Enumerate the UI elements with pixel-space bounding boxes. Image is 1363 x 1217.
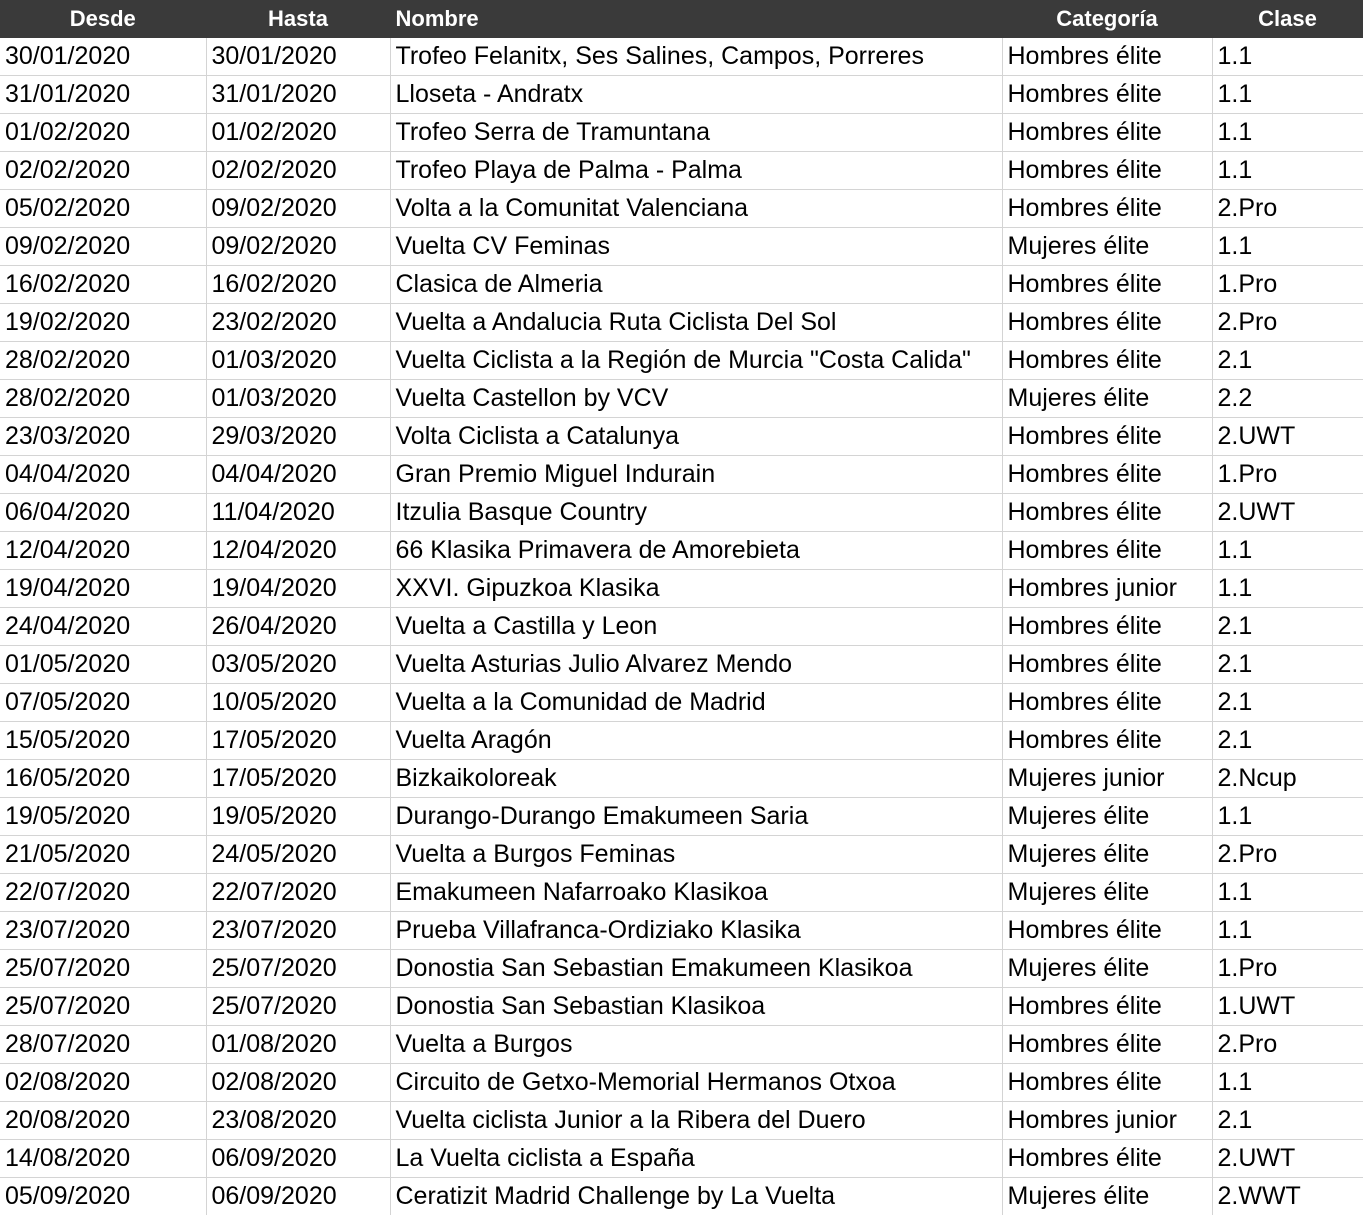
cell-categoria[interactable]: Hombres élite xyxy=(1002,304,1212,342)
table-row xyxy=(0,228,1363,266)
table-row xyxy=(0,684,1363,722)
cell-nombre[interactable]: Vuelta a Castilla y Leon xyxy=(390,608,1002,646)
cell-nombre[interactable]: La Vuelta ciclista a España xyxy=(390,1140,1002,1178)
cell-desde[interactable]: 28/02/2020 xyxy=(0,380,206,418)
cell-clase[interactable]: 1.1 xyxy=(1212,798,1363,836)
table-row xyxy=(0,304,1363,342)
cell-clase[interactable]: 2.WWT xyxy=(1212,1178,1363,1216)
cell-clase[interactable]: 1.1 xyxy=(1212,570,1363,608)
cell-nombre[interactable]: Donostia San Sebastian Klasikoa xyxy=(390,988,1002,1026)
cell-categoria[interactable]: Mujeres élite xyxy=(1002,1178,1212,1216)
cell-categoria[interactable]: Hombres élite xyxy=(1002,418,1212,456)
cell-nombre[interactable]: Vuelta Asturias Julio Alvarez Mendo xyxy=(390,646,1002,684)
table-row xyxy=(0,798,1363,836)
cell-desde[interactable]: 16/05/2020 xyxy=(0,760,206,798)
cell-nombre[interactable]: Vuelta a Burgos Feminas xyxy=(390,836,1002,874)
cell-clase[interactable]: 2.Pro xyxy=(1212,304,1363,342)
cell-hasta[interactable]: 19/05/2020 xyxy=(206,798,390,836)
cell-desde[interactable]: 02/08/2020 xyxy=(0,1064,206,1102)
cell-clase[interactable]: 2.1 xyxy=(1212,1102,1363,1140)
cell-hasta[interactable]: 10/05/2020 xyxy=(206,684,390,722)
table-row xyxy=(0,418,1363,456)
cell-desde[interactable]: 21/05/2020 xyxy=(0,836,206,874)
cell-nombre[interactable]: Circuito de Getxo-Memorial Hermanos Otxoa xyxy=(390,1064,1002,1102)
cell-categoria[interactable]: Hombres élite xyxy=(1002,912,1212,950)
cell-categoria[interactable]: Hombres junior xyxy=(1002,1102,1212,1140)
cell-categoria[interactable]: Hombres élite xyxy=(1002,646,1212,684)
table-row xyxy=(0,1102,1363,1140)
cell-categoria[interactable]: Hombres élite xyxy=(1002,1140,1212,1178)
cell-categoria[interactable]: Hombres élite xyxy=(1002,532,1212,570)
cell-clase[interactable]: 2.2 xyxy=(1212,380,1363,418)
table-row xyxy=(0,152,1363,190)
table-row xyxy=(0,722,1363,760)
cell-clase[interactable]: 2.UWT xyxy=(1212,494,1363,532)
cell-hasta[interactable]: 26/04/2020 xyxy=(206,608,390,646)
cell-categoria[interactable]: Mujeres élite xyxy=(1002,228,1212,266)
cell-desde[interactable]: 05/09/2020 xyxy=(0,1178,206,1216)
cell-desde[interactable]: 23/03/2020 xyxy=(0,418,206,456)
cell-categoria[interactable]: Hombres junior xyxy=(1002,570,1212,608)
cell-hasta[interactable]: 24/05/2020 xyxy=(206,836,390,874)
table-row xyxy=(0,114,1363,152)
cell-hasta[interactable]: 23/08/2020 xyxy=(206,1102,390,1140)
cell-nombre[interactable]: Vuelta ciclista Junior a la Ribera del Duero xyxy=(390,1102,1002,1140)
cell-hasta[interactable]: 25/07/2020 xyxy=(206,988,390,1026)
cell-desde[interactable]: 25/07/2020 xyxy=(0,988,206,1026)
header-desde[interactable]: Desde xyxy=(0,0,206,38)
cell-hasta[interactable]: 01/03/2020 xyxy=(206,342,390,380)
cell-categoria[interactable]: Hombres élite xyxy=(1002,76,1212,114)
cell-nombre[interactable]: Volta a la Comunitat Valenciana xyxy=(390,190,1002,228)
cell-nombre[interactable]: 66 Klasika Primavera de Amorebieta xyxy=(390,532,1002,570)
cell-hasta[interactable]: 02/08/2020 xyxy=(206,1064,390,1102)
cell-desde[interactable]: 04/04/2020 xyxy=(0,456,206,494)
cell-categoria[interactable]: Mujeres élite xyxy=(1002,836,1212,874)
cell-hasta[interactable]: 03/05/2020 xyxy=(206,646,390,684)
header-nombre[interactable]: Nombre xyxy=(390,0,1002,38)
cell-clase[interactable]: 1.1 xyxy=(1212,912,1363,950)
cell-nombre[interactable]: Clasica de Almeria xyxy=(390,266,1002,304)
cell-categoria[interactable]: Hombres élite xyxy=(1002,494,1212,532)
cell-desde[interactable]: 20/08/2020 xyxy=(0,1102,206,1140)
cell-clase[interactable]: 1.Pro xyxy=(1212,950,1363,988)
cell-categoria[interactable]: Mujeres élite xyxy=(1002,798,1212,836)
header-clase[interactable]: Clase xyxy=(1212,0,1363,38)
cell-nombre[interactable]: Durango-Durango Emakumeen Saria xyxy=(390,798,1002,836)
cell-clase[interactable]: 2.Ncup xyxy=(1212,760,1363,798)
cell-desde[interactable]: 02/02/2020 xyxy=(0,152,206,190)
table-row xyxy=(0,1178,1363,1216)
table-row xyxy=(0,1064,1363,1102)
cell-desde[interactable]: 01/05/2020 xyxy=(0,646,206,684)
table-row xyxy=(0,76,1363,114)
cell-nombre[interactable]: Ceratizit Madrid Challenge by La Vuelta xyxy=(390,1178,1002,1216)
cell-desde[interactable]: 16/02/2020 xyxy=(0,266,206,304)
cell-clase[interactable]: 1.1 xyxy=(1212,228,1363,266)
cell-clase[interactable]: 2.1 xyxy=(1212,646,1363,684)
cell-nombre[interactable]: Gran Premio Miguel Indurain xyxy=(390,456,1002,494)
cell-hasta[interactable]: 23/02/2020 xyxy=(206,304,390,342)
cell-desde[interactable]: 19/02/2020 xyxy=(0,304,206,342)
cell-desde[interactable]: 30/01/2020 xyxy=(0,38,206,76)
cell-hasta[interactable]: 22/07/2020 xyxy=(206,874,390,912)
cell-hasta[interactable]: 17/05/2020 xyxy=(206,760,390,798)
table-row xyxy=(0,874,1363,912)
cell-nombre[interactable]: Vuelta CV Feminas xyxy=(390,228,1002,266)
cell-hasta[interactable]: 25/07/2020 xyxy=(206,950,390,988)
cell-nombre[interactable]: Vuelta Castellon by VCV xyxy=(390,380,1002,418)
cell-hasta[interactable]: 30/01/2020 xyxy=(206,38,390,76)
cell-desde[interactable]: 19/04/2020 xyxy=(0,570,206,608)
cell-nombre[interactable]: Volta Ciclista a Catalunya xyxy=(390,418,1002,456)
cell-clase[interactable]: 2.Pro xyxy=(1212,1026,1363,1064)
cell-clase[interactable]: 1.Pro xyxy=(1212,266,1363,304)
cell-clase[interactable]: 1.1 xyxy=(1212,114,1363,152)
cell-hasta[interactable]: 31/01/2020 xyxy=(206,76,390,114)
cell-hasta[interactable]: 02/02/2020 xyxy=(206,152,390,190)
table-row xyxy=(0,1026,1363,1064)
table-row xyxy=(0,988,1363,1026)
table-row xyxy=(0,494,1363,532)
cell-desde[interactable]: 23/07/2020 xyxy=(0,912,206,950)
cell-categoria[interactable]: Hombres élite xyxy=(1002,152,1212,190)
cell-desde[interactable]: 24/04/2020 xyxy=(0,608,206,646)
cell-hasta[interactable]: 09/02/2020 xyxy=(206,190,390,228)
cell-nombre[interactable]: Vuelta a Andalucia Ruta Ciclista Del Sol xyxy=(390,304,1002,342)
table-row xyxy=(0,380,1363,418)
cell-nombre[interactable]: XXVI. Gipuzkoa Klasika xyxy=(390,570,1002,608)
table-row xyxy=(0,532,1363,570)
cell-desde[interactable]: 25/07/2020 xyxy=(0,950,206,988)
cell-clase[interactable]: 2.UWT xyxy=(1212,1140,1363,1178)
cell-categoria[interactable]: Hombres élite xyxy=(1002,342,1212,380)
table-row xyxy=(0,608,1363,646)
cell-nombre[interactable]: Vuelta Ciclista a la Región de Murcia "Costa Calida" xyxy=(390,342,1002,380)
cell-hasta[interactable]: 11/04/2020 xyxy=(206,494,390,532)
cell-categoria[interactable]: Hombres élite xyxy=(1002,684,1212,722)
cell-categoria[interactable]: Hombres élite xyxy=(1002,114,1212,152)
cell-desde[interactable]: 01/02/2020 xyxy=(0,114,206,152)
cell-clase[interactable]: 1.1 xyxy=(1212,152,1363,190)
cell-categoria[interactable]: Hombres élite xyxy=(1002,266,1212,304)
cell-hasta[interactable]: 06/09/2020 xyxy=(206,1178,390,1216)
cell-nombre[interactable]: Bizkaikoloreak xyxy=(390,760,1002,798)
cell-categoria[interactable]: Hombres élite xyxy=(1002,190,1212,228)
table-row xyxy=(0,190,1363,228)
table-row xyxy=(0,342,1363,380)
header-categoria[interactable]: Categoría xyxy=(1002,0,1212,38)
cell-nombre[interactable]: Donostia San Sebastian Emakumeen Klasikoa xyxy=(390,950,1002,988)
table-row xyxy=(0,38,1363,76)
cell-hasta[interactable]: 01/02/2020 xyxy=(206,114,390,152)
cell-desde[interactable]: 15/05/2020 xyxy=(0,722,206,760)
cell-desde[interactable]: 22/07/2020 xyxy=(0,874,206,912)
cell-clase[interactable]: 2.1 xyxy=(1212,342,1363,380)
cell-desde[interactable]: 09/02/2020 xyxy=(0,228,206,266)
cell-clase[interactable]: 1.UWT xyxy=(1212,988,1363,1026)
cell-hasta[interactable]: 23/07/2020 xyxy=(206,912,390,950)
cell-clase[interactable]: 2.1 xyxy=(1212,722,1363,760)
table-row xyxy=(0,760,1363,798)
cell-nombre[interactable]: Vuelta a Burgos xyxy=(390,1026,1002,1064)
cell-desde[interactable]: 07/05/2020 xyxy=(0,684,206,722)
cell-categoria[interactable]: Hombres élite xyxy=(1002,722,1212,760)
table-row xyxy=(0,912,1363,950)
cell-desde[interactable]: 28/02/2020 xyxy=(0,342,206,380)
cell-desde[interactable]: 14/08/2020 xyxy=(0,1140,206,1178)
table-row xyxy=(0,950,1363,988)
cell-nombre[interactable]: Trofeo Felanitx, Ses Salines, Campos, Porreres xyxy=(390,38,1002,76)
cell-clase[interactable]: 1.Pro xyxy=(1212,456,1363,494)
cell-nombre[interactable]: Vuelta a la Comunidad de Madrid xyxy=(390,684,1002,722)
cell-nombre[interactable]: Prueba Villafranca-Ordiziako Klasika xyxy=(390,912,1002,950)
cell-hasta[interactable]: 12/04/2020 xyxy=(206,532,390,570)
cell-clase[interactable]: 1.1 xyxy=(1212,38,1363,76)
cell-clase[interactable]: 1.1 xyxy=(1212,1064,1363,1102)
cell-hasta[interactable]: 16/02/2020 xyxy=(206,266,390,304)
cell-hasta[interactable]: 17/05/2020 xyxy=(206,722,390,760)
cell-categoria[interactable]: Mujeres élite xyxy=(1002,874,1212,912)
cell-desde[interactable]: 31/01/2020 xyxy=(0,76,206,114)
cell-nombre[interactable]: Trofeo Serra de Tramuntana xyxy=(390,114,1002,152)
table-row xyxy=(0,266,1363,304)
cell-clase[interactable]: 1.1 xyxy=(1212,874,1363,912)
cell-nombre[interactable]: Lloseta - Andratx xyxy=(390,76,1002,114)
cell-nombre[interactable]: Itzulia Basque Country xyxy=(390,494,1002,532)
cell-categoria[interactable]: Mujeres élite xyxy=(1002,380,1212,418)
cell-categoria[interactable]: Hombres élite xyxy=(1002,456,1212,494)
cell-clase[interactable]: 2.Pro xyxy=(1212,190,1363,228)
cell-desde[interactable]: 06/04/2020 xyxy=(0,494,206,532)
cell-desde[interactable]: 28/07/2020 xyxy=(0,1026,206,1064)
table-row xyxy=(0,836,1363,874)
table-row xyxy=(0,570,1363,608)
cell-hasta[interactable]: 29/03/2020 xyxy=(206,418,390,456)
cell-desde[interactable]: 05/02/2020 xyxy=(0,190,206,228)
table-row xyxy=(0,646,1363,684)
cell-nombre[interactable]: Trofeo Playa de Palma - Palma xyxy=(390,152,1002,190)
cell-categoria[interactable]: Hombres élite xyxy=(1002,38,1212,76)
cell-categoria[interactable]: Hombres élite xyxy=(1002,1064,1212,1102)
cell-clase[interactable]: 1.1 xyxy=(1212,532,1363,570)
cell-clase[interactable]: 2.1 xyxy=(1212,608,1363,646)
cell-desde[interactable]: 19/05/2020 xyxy=(0,798,206,836)
cell-hasta[interactable]: 01/08/2020 xyxy=(206,1026,390,1064)
cell-categoria[interactable]: Mujeres junior xyxy=(1002,760,1212,798)
cell-nombre[interactable]: Vuelta Aragón xyxy=(390,722,1002,760)
cell-hasta[interactable]: 19/04/2020 xyxy=(206,570,390,608)
cell-clase[interactable]: 2.Pro xyxy=(1212,836,1363,874)
cell-categoria[interactable]: Hombres élite xyxy=(1002,1026,1212,1064)
cell-clase[interactable]: 2.UWT xyxy=(1212,418,1363,456)
cell-clase[interactable]: 2.1 xyxy=(1212,684,1363,722)
cell-hasta[interactable]: 04/04/2020 xyxy=(206,456,390,494)
cell-nombre[interactable]: Emakumeen Nafarroako Klasikoa xyxy=(390,874,1002,912)
cell-hasta[interactable]: 09/02/2020 xyxy=(206,228,390,266)
cell-clase[interactable]: 1.1 xyxy=(1212,76,1363,114)
cell-categoria[interactable]: Hombres élite xyxy=(1002,608,1212,646)
header-row xyxy=(0,0,1363,38)
cell-categoria[interactable]: Hombres élite xyxy=(1002,988,1212,1026)
cell-desde[interactable]: 12/04/2020 xyxy=(0,532,206,570)
header-hasta[interactable]: Hasta xyxy=(206,0,390,38)
cell-categoria[interactable]: Mujeres élite xyxy=(1002,950,1212,988)
table-row xyxy=(0,456,1363,494)
cell-hasta[interactable]: 06/09/2020 xyxy=(206,1140,390,1178)
cell-hasta[interactable]: 01/03/2020 xyxy=(206,380,390,418)
table-row xyxy=(0,1140,1363,1178)
